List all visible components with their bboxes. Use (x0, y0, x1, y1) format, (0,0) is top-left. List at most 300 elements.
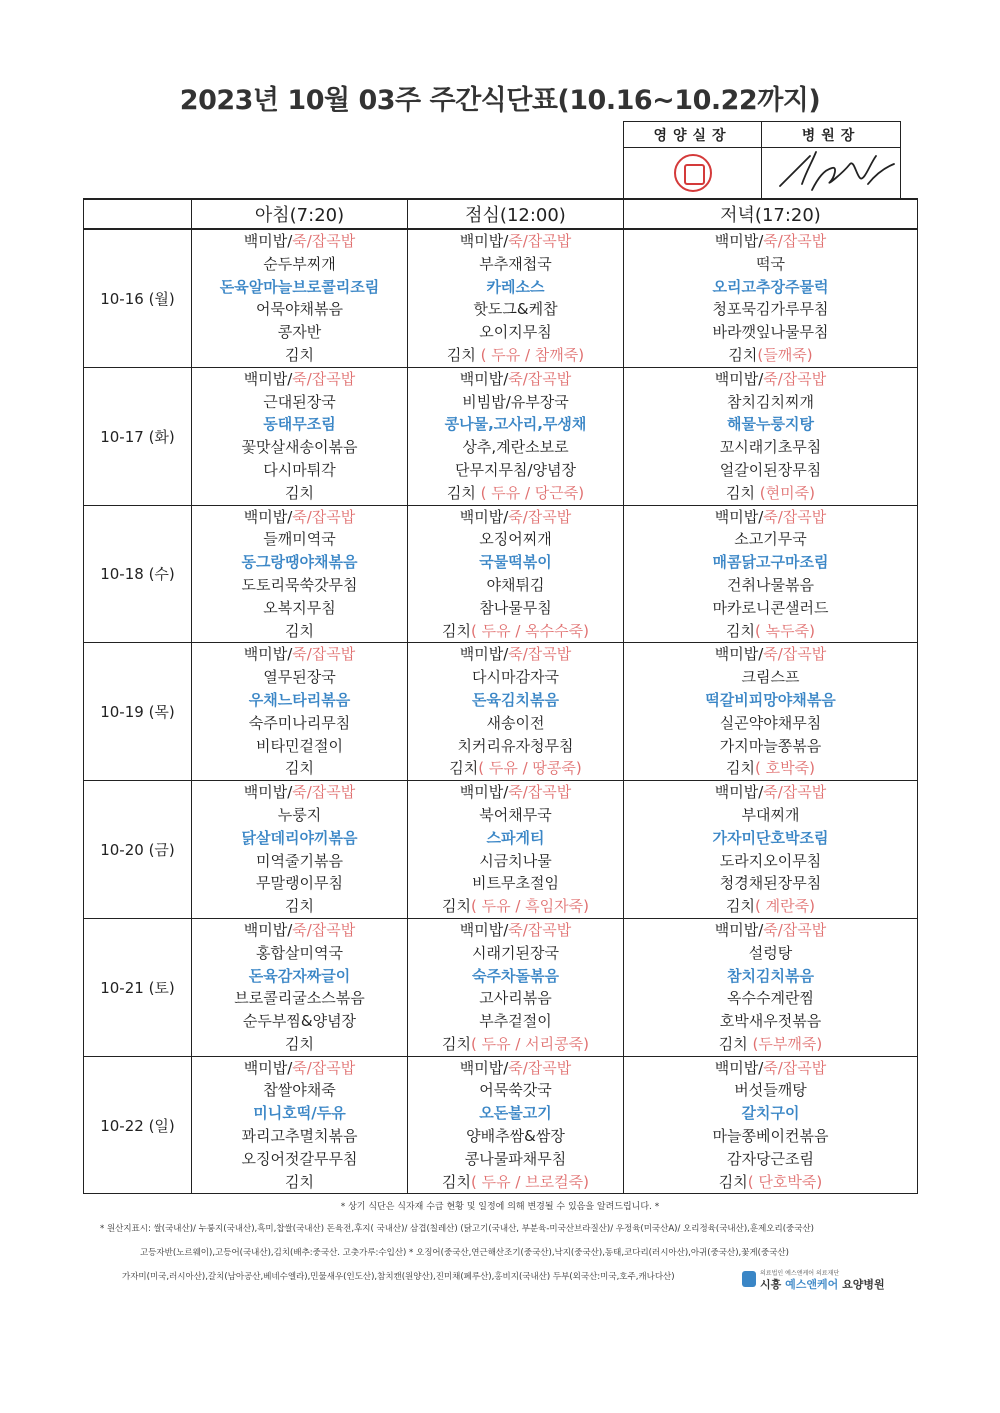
menu-item-text: 김치 (285, 759, 314, 778)
dinner-cell (624, 229, 918, 367)
menu-item (192, 872, 407, 895)
menu-item (192, 459, 407, 482)
menu-item-alt: 죽/잡곡밥 (763, 507, 827, 526)
menu-item (192, 391, 407, 414)
menu-item-text: 백미밥/ (243, 920, 293, 939)
dinner-cell (624, 367, 918, 505)
day-date: 10-20 (금) (84, 781, 192, 919)
menu-item (192, 436, 407, 459)
header-date (84, 199, 192, 229)
menu-item (624, 528, 917, 551)
menu-item-text: 얼갈이된장무침 (719, 460, 822, 479)
day-row (84, 367, 918, 505)
menu-item-text: 비트무초절임 (472, 874, 559, 893)
menu-item-alt: ( 두유 / 땅콩죽) (478, 759, 582, 778)
menu-item-alt: ( 단호박죽) (747, 1172, 823, 1191)
menu-item (624, 781, 917, 804)
menu-item (192, 344, 407, 367)
menu-item (192, 413, 407, 436)
menu-item-text: 꽃맛살새송이볶음 (241, 438, 358, 457)
menu-item-text: 마늘쫑베이컨볶음 (712, 1127, 829, 1146)
menu-item (408, 666, 623, 689)
lunch-list (408, 368, 623, 505)
menu-item (408, 597, 623, 620)
menu-item (408, 781, 623, 804)
menu-item (624, 942, 917, 965)
menu-item-text: 찹쌀야채죽 (263, 1081, 336, 1100)
menu-item-text: 매콤닭고구마조림 (712, 553, 829, 572)
menu-item (408, 919, 623, 942)
menu-item-text: 백미밥/ (243, 783, 293, 802)
menu-item-text: 김치 (285, 345, 314, 364)
menu-item-text: 갈치구이 (741, 1104, 800, 1123)
menu-item (624, 413, 917, 436)
menu-item-text: 감자당근조림 (727, 1149, 814, 1168)
approval-director-label: 병원장 (762, 122, 900, 148)
menu-item-alt: ( 두유 / 옥수수죽) (470, 621, 589, 640)
menu-item-alt: 죽/잡곡밥 (292, 920, 356, 939)
menu-item (624, 620, 917, 643)
menu-item-alt: (현미죽) (759, 483, 815, 502)
menu-item (192, 757, 407, 780)
menu-item-text: 숙주미나리무침 (248, 713, 351, 732)
menu-item-alt: 죽/잡곡밥 (763, 369, 827, 388)
menu-item-text: 백미밥/ (243, 1058, 293, 1077)
dinner-list (624, 368, 917, 505)
menu-item (624, 987, 917, 1010)
menu-item (408, 712, 623, 735)
menu-item-alt: 죽/잡곡밥 (508, 920, 572, 939)
menu-item-text: 근대된장국 (263, 392, 336, 411)
menu-item-text: 가자미단호박조림 (712, 828, 829, 847)
menu-item-text: 단무지무침/양념장 (455, 460, 576, 479)
approval-box (623, 121, 901, 199)
menu-item (624, 321, 917, 344)
menu-item-text: 우채느타리볶음 (248, 690, 351, 709)
menu-item (408, 230, 623, 253)
origin-line-3: 가자미(미국,러시아산),갈치(남아공산,베네수엘라),민물새우(인도산),참치캔(원양산),진미채(페루산),홍비지(국내산) 두부(외국산:미국,호주,캐나다산) (122, 1272, 675, 1282)
origin-line-1: * 원산지표시: 쌀(국내산)/ 누룽지(국내산),흑미,찹쌀(국내산) 돈육전,후지( 국내산)/ 삼겹(칠레산) (닭고기(국내산, 부분육-미국산브라질산)/ 우정육(미국산A)/ 오리정육(국내산),훈제오리(중국산) (100, 1224, 814, 1234)
menu-item-text: 동태무조림 (263, 415, 336, 434)
menu-item-text: 김치 (285, 1172, 314, 1191)
menu-item-alt: 죽/잡곡밥 (508, 783, 572, 802)
menu-item (624, 574, 917, 597)
menu-item (408, 298, 623, 321)
menu-item (408, 1148, 623, 1171)
menu-item (624, 1033, 917, 1056)
menu-item-text: 김치 (446, 483, 481, 502)
menu-item-text: 백미밥/ (243, 232, 293, 250)
menu-item (624, 804, 917, 827)
day-date: 10-22 (일) (84, 1056, 192, 1194)
signature-icon (772, 134, 902, 204)
menu-item-text: 닭살데리야끼볶음 (241, 828, 358, 847)
menu-item-text: 김치 (442, 1172, 471, 1191)
menu-item (624, 1171, 917, 1194)
dinner-cell (624, 505, 918, 643)
hospital-name: 시흥 예스앤케어 요양병원 (760, 1278, 885, 1291)
menu-item-text: 숙주차돌볶음 (472, 966, 559, 985)
dinner-list (624, 919, 917, 1056)
menu-item-text: 열무된장국 (263, 668, 336, 687)
menu-item (408, 436, 623, 459)
menu-item-text: 고사리볶음 (479, 989, 552, 1008)
change-notice: * 상기 식단은 식자재 수급 현황 및 일정에 의해 변경될 수 있음을 알려드립니다. * (340, 1202, 660, 1212)
menu-item-text: 백미밥/ (714, 507, 764, 526)
menu-item (624, 344, 917, 367)
menu-item (192, 368, 407, 391)
menu-item-text: 김치 (285, 897, 314, 916)
menu-item-alt: 죽/잡곡밥 (292, 369, 356, 388)
menu-item-text: 바라깻잎나물무침 (712, 323, 829, 342)
menu-item-alt: 죽/잡곡밥 (508, 645, 572, 664)
day-row (84, 781, 918, 919)
menu-item (192, 230, 407, 253)
menu-item (192, 827, 407, 850)
menu-item (624, 253, 917, 276)
menu-item (624, 919, 917, 942)
menu-item (624, 436, 917, 459)
menu-item (408, 1010, 623, 1033)
menu-item-text: 호박새우젓볶음 (719, 1012, 822, 1031)
menu-item (624, 643, 917, 666)
menu-item-text: 다시마감자국 (472, 668, 559, 687)
menu-item-text: 핫도그&케찹 (473, 300, 558, 319)
menu-item (192, 298, 407, 321)
menu-item-text: 백미밥/ (714, 232, 764, 250)
dinner-list (624, 1057, 917, 1194)
header-lunch: 점심(12:00) (408, 199, 624, 229)
header-dinner: 저녁(17:20) (624, 199, 918, 229)
menu-item-alt: 죽/잡곡밥 (292, 1058, 356, 1077)
dinner-list (624, 230, 917, 367)
menu-item-text: 백미밥/ (459, 1058, 509, 1077)
menu-item-text: 김치 (726, 483, 760, 502)
dinner-list (624, 781, 917, 918)
menu-item-text: 참치김치찌개 (727, 392, 814, 411)
menu-item (408, 391, 623, 414)
menu-item-alt: ( 두유 / 브로컬죽) (470, 1172, 589, 1191)
lunch-list (408, 506, 623, 643)
dinner-cell (624, 918, 918, 1056)
menu-item-text: 국물떡볶이 (479, 553, 552, 572)
menu-item-alt: 죽/잡곡밥 (763, 783, 827, 802)
menu-item (408, 413, 623, 436)
menu-item (408, 895, 623, 918)
menu-item (192, 689, 407, 712)
menu-item-text: 새송이전 (486, 713, 545, 732)
menu-item (624, 965, 917, 988)
menu-item-text: 어묵쑥갓국 (479, 1081, 552, 1100)
dinner-cell (624, 1056, 918, 1194)
menu-item-text: 가지마늘쫑볶음 (719, 736, 822, 755)
menu-item-text: 김치 (442, 621, 471, 640)
menu-item (192, 895, 407, 918)
menu-item (192, 987, 407, 1010)
menu-item (192, 1033, 407, 1056)
menu-item (624, 230, 917, 253)
menu-item-text: 백미밥/ (459, 920, 509, 939)
menu-item-text: 비타민겉절이 (256, 736, 343, 755)
menu-item (624, 666, 917, 689)
menu-item-text: 돈육알마늘브로콜리조림 (219, 277, 380, 296)
menu-item-alt: (두부깨죽) (752, 1034, 823, 1053)
menu-item-alt: ( 두유 / 흑임자죽) (470, 897, 589, 916)
menu-item-text: 오징어찌개 (479, 530, 552, 549)
menu-item (408, 1079, 623, 1102)
menu-item (192, 574, 407, 597)
lunch-list (408, 919, 623, 1056)
breakfast-cell (192, 643, 408, 781)
breakfast-cell (192, 505, 408, 643)
menu-item-text: 김치 (285, 483, 314, 502)
menu-item-text: 백미밥/ (714, 783, 764, 802)
menu-item-text: 백미밥/ (714, 1058, 764, 1077)
menu-item-text: 김치 (449, 759, 479, 778)
menu-item-alt: 죽/잡곡밥 (763, 1058, 827, 1077)
menu-item-text: 다시마튀각 (263, 460, 336, 479)
menu-item-text: 양배추쌈&쌈장 (466, 1127, 565, 1146)
day-date: 10-16 (월) (84, 229, 192, 367)
menu-item-text: 스파게티 (486, 828, 545, 847)
menu-item-text: 해물누룽지탕 (727, 415, 814, 434)
menu-item-text: 김치 (726, 759, 756, 778)
dinner-cell (624, 643, 918, 781)
breakfast-cell (192, 918, 408, 1056)
menu-item (624, 1079, 917, 1102)
menu-item (192, 1125, 407, 1148)
lunch-cell (408, 918, 624, 1056)
menu-item-text: 동그랑땡야채볶음 (241, 553, 358, 572)
menu-item (624, 735, 917, 758)
menu-item-alt: 죽/잡곡밥 (292, 783, 356, 802)
menu-item (408, 620, 623, 643)
menu-item (624, 895, 917, 918)
menu-item-text: 순두부찜&양념장 (242, 1012, 357, 1031)
menu-item (192, 850, 407, 873)
director-signature-cell (762, 148, 900, 198)
breakfast-cell (192, 1056, 408, 1194)
menu-item (192, 712, 407, 735)
menu-item-text: 백미밥/ (459, 232, 509, 250)
menu-item-alt: 죽/잡곡밥 (763, 645, 827, 664)
menu-item (408, 1057, 623, 1080)
menu-item-alt: ( 두유 / 참깨죽) (480, 345, 585, 364)
menu-item (408, 643, 623, 666)
origin-line-2: 고등자반(노르웨이),고등어(국내산),김치(배추:중국산. 고춧가루:수입산) * 오징어(중국산,연근해산조기(중국산),낙지(중국산),동태,코다리(러시아산),아귀(중국산),꽃게(중국산) (140, 1248, 789, 1258)
breakfast-list (192, 230, 407, 367)
breakfast-list (192, 919, 407, 1056)
menu-item (192, 1079, 407, 1102)
dinner-cell (624, 781, 918, 919)
menu-item-text: 카레소스 (486, 277, 545, 296)
menu-item-alt: 죽/잡곡밥 (763, 232, 827, 250)
menu-item (408, 965, 623, 988)
day-row (84, 643, 918, 781)
menu-item-text: 김치 (285, 1034, 314, 1053)
menu-item-text: 크림스프 (741, 668, 800, 687)
breakfast-list (192, 643, 407, 780)
menu-item-alt: 죽/잡곡밥 (763, 920, 827, 939)
menu-item (192, 919, 407, 942)
menu-item-text: 백미밥/ (714, 645, 764, 664)
menu-item-text: 오복지무침 (263, 598, 336, 617)
menu-item (624, 712, 917, 735)
menu-body (84, 229, 918, 1194)
menu-item-text: 김치 (442, 897, 471, 916)
menu-item-text: 순두부찌개 (263, 254, 336, 273)
menu-item-text: 마카로니콘샐러드 (712, 598, 829, 617)
dinner-list (624, 506, 917, 643)
menu-item-text: 야채튀김 (486, 575, 545, 594)
seal-stamp-icon (674, 154, 712, 192)
menu-item-text: 북어채무국 (479, 805, 552, 824)
day-date: 10-18 (수) (84, 505, 192, 643)
menu-item-text: 미역줄기볶음 (256, 851, 343, 870)
menu-item (624, 276, 917, 299)
menu-item-text: 부대찌개 (741, 805, 800, 824)
day-row (84, 505, 918, 643)
menu-item-text: 무말랭이무침 (256, 874, 343, 893)
menu-item-text: 백미밥/ (459, 645, 509, 664)
menu-item-text: 백미밥/ (243, 369, 293, 388)
menu-item (408, 1033, 623, 1056)
menu-item-text: 꽈리고추멸치볶음 (241, 1127, 358, 1146)
menu-item-text: 콩나물,고사리,무생채 (444, 415, 587, 434)
day-row (84, 1056, 918, 1194)
breakfast-cell (192, 229, 408, 367)
menu-item (408, 1171, 623, 1194)
menu-item-text: 비빔밥/유부장국 (462, 392, 569, 411)
menu-item-alt: (들깨죽) (757, 345, 813, 364)
menu-item (624, 482, 917, 505)
menu-item-text: 건취나물볶음 (727, 575, 814, 594)
menu-item-text: 떡국 (756, 254, 785, 273)
menu-item (192, 551, 407, 574)
menu-item-alt: ( 두유 / 서리콩죽) (470, 1034, 589, 1053)
menu-item-text: 설렁탕 (748, 943, 793, 962)
menu-item (408, 551, 623, 574)
menu-item-text: 참나물무침 (479, 598, 552, 617)
menu-item (192, 321, 407, 344)
menu-item (624, 298, 917, 321)
menu-item (408, 987, 623, 1010)
menu-item-text: 부추겉절이 (479, 1012, 552, 1031)
menu-item (192, 528, 407, 551)
menu-item (408, 482, 623, 505)
day-row (84, 918, 918, 1056)
menu-item (624, 850, 917, 873)
menu-item (192, 506, 407, 529)
lunch-cell (408, 781, 624, 919)
menu-item (192, 735, 407, 758)
menu-item (408, 368, 623, 391)
day-date: 10-19 (목) (84, 643, 192, 781)
menu-item (192, 1057, 407, 1080)
lunch-list (408, 1057, 623, 1194)
day-date: 10-17 (화) (84, 367, 192, 505)
menu-item-alt: 죽/잡곡밥 (292, 507, 356, 526)
menu-item-alt: 죽/잡곡밥 (292, 645, 356, 664)
menu-item-alt: ( 두유 / 당근죽) (480, 483, 585, 502)
menu-item-text: 청경채된장무침 (719, 874, 822, 893)
menu-item-text: 백미밥/ (243, 645, 293, 664)
breakfast-list (192, 506, 407, 643)
menu-item (408, 574, 623, 597)
menu-item-text: 시금치나물 (479, 851, 552, 870)
menu-item (624, 1148, 917, 1171)
menu-item-text: 김치 (285, 621, 314, 640)
menu-item-text: 부추재첩국 (479, 254, 552, 273)
menu-item-text: 시래기된장국 (472, 943, 559, 962)
menu-item-alt: 죽/잡곡밥 (508, 507, 572, 526)
menu-item-text: 김치 (726, 897, 756, 916)
menu-item-text: 들깨미역국 (263, 530, 336, 549)
menu-item-text: 옥수수계란찜 (727, 989, 814, 1008)
header-breakfast: 아침(7:20) (192, 199, 408, 229)
menu-item (408, 1125, 623, 1148)
menu-item-text: 오리고추장주물럭 (712, 277, 829, 296)
menu-item (192, 1148, 407, 1171)
menu-item (192, 942, 407, 965)
breakfast-list (192, 368, 407, 505)
menu-item (192, 965, 407, 988)
menu-item-alt: ( 호박죽) (755, 759, 815, 778)
lunch-cell (408, 367, 624, 505)
menu-item-alt: 죽/잡곡밥 (508, 369, 572, 388)
lunch-cell (408, 1056, 624, 1194)
menu-item (192, 597, 407, 620)
menu-item (192, 1010, 407, 1033)
menu-item (624, 391, 917, 414)
menu-item-text: 돈육김치볶음 (472, 690, 559, 709)
menu-item-text: 백미밥/ (459, 783, 509, 802)
menu-item (624, 506, 917, 529)
breakfast-cell (192, 781, 408, 919)
menu-item-alt: 죽/잡곡밥 (508, 1058, 572, 1077)
lunch-cell (408, 643, 624, 781)
menu-item (408, 321, 623, 344)
menu-item-text: 떡갈비피망야채볶음 (705, 690, 836, 709)
hospital-logo-icon (742, 1271, 756, 1287)
menu-item-text: 누룽지 (277, 805, 322, 824)
menu-item (192, 1102, 407, 1125)
hospital-foundation: 의료법인 예스앤케어 의료재단 (760, 1270, 840, 1277)
menu-item (408, 344, 623, 367)
menu-item (408, 459, 623, 482)
menu-item-text: 미니호떡/두유 (253, 1104, 346, 1123)
menu-item-text: 버섯들깨탕 (734, 1081, 807, 1100)
menu-item (624, 597, 917, 620)
menu-item-text: 꼬시래기초무침 (719, 438, 822, 457)
menu-item-text: 실곤약야채무침 (719, 713, 822, 732)
menu-item-text: 오이지무침 (479, 323, 552, 342)
menu-item-alt: 죽/잡곡밥 (292, 232, 356, 250)
menu-item (624, 872, 917, 895)
lunch-list (408, 230, 623, 367)
dinner-list (624, 643, 917, 780)
breakfast-list (192, 1057, 407, 1194)
menu-item-alt: 죽/잡곡밥 (508, 232, 572, 250)
menu-item-alt: ( 녹두죽) (755, 621, 815, 640)
menu-item-text: 백미밥/ (459, 369, 509, 388)
page-title: 2023년 10월 03주 주간식단표(10.16~10.22까지) (179, 85, 821, 116)
header-row (84, 199, 918, 229)
menu-item-text: 김치 (718, 1172, 748, 1191)
menu-item-text: 치커리유자청무침 (457, 736, 574, 755)
menu-item (408, 827, 623, 850)
lunch-cell (408, 229, 624, 367)
